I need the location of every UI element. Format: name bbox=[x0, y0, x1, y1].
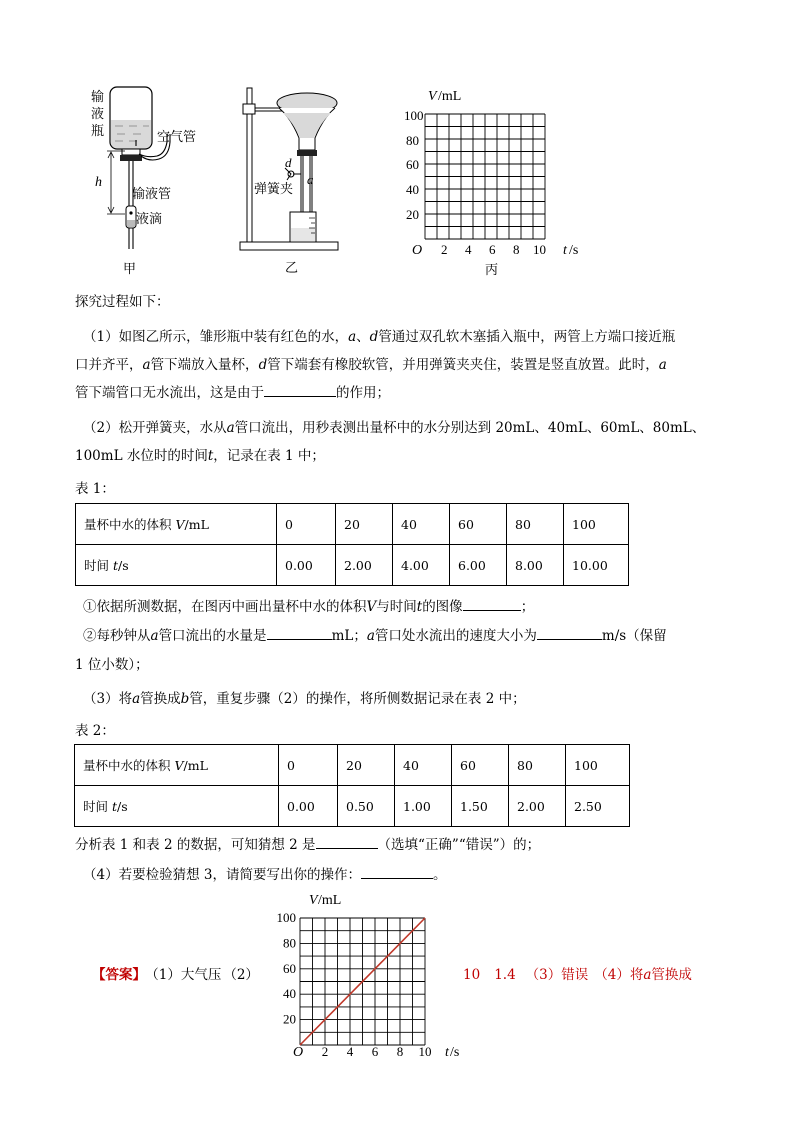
chart-origin: O bbox=[293, 1045, 304, 1060]
table-header-time: 时间 t/s bbox=[76, 545, 277, 586]
y-tick-label: 80 bbox=[283, 935, 296, 951]
label-bottle-3: 瓶 bbox=[91, 123, 105, 138]
table-row bbox=[76, 545, 629, 586]
table-cell: 1.00 bbox=[395, 786, 452, 827]
label-air-tube: 空气管 bbox=[157, 129, 197, 144]
table-cell: 0.00 bbox=[277, 545, 336, 586]
bing-xlabel-t: t bbox=[563, 243, 567, 258]
bing-xtick-4: 4 bbox=[465, 242, 472, 257]
bing-ytick-100: 100 bbox=[404, 108, 424, 123]
chart-xlabel-t: t bbox=[445, 1045, 449, 1060]
caption-jia: 甲 bbox=[123, 261, 137, 276]
bing-ytick-40: 40 bbox=[406, 182, 419, 197]
step3: （3）将a管换成b管，重复步骤（2）的操作，将所侧数据记录在表 2 中； bbox=[83, 691, 526, 707]
table-cell: 60 bbox=[452, 745, 509, 786]
bing-xtick-10: 10 bbox=[533, 242, 546, 257]
table-row bbox=[76, 504, 629, 545]
label-h: h bbox=[95, 175, 102, 190]
bing-origin: O bbox=[412, 243, 423, 258]
table-cell: 80 bbox=[509, 745, 566, 786]
bing-ylabel-v: V bbox=[428, 89, 437, 104]
answer-line-left: 【答案】 （1）大气压 （2） bbox=[92, 967, 259, 983]
chart-ylabel-unit: /mL bbox=[318, 893, 342, 908]
caption-yi: 乙 bbox=[285, 260, 299, 275]
answer-label: 【答案】 bbox=[92, 967, 146, 983]
table-cell: 2.00 bbox=[509, 786, 566, 827]
step2-line1: （2）松开弹簧夹，水从a管口流出，用秒表测出量杯中的水分别达到 20mL、40mL、60mL、80mL、 bbox=[83, 420, 706, 436]
blank-2[interactable] bbox=[463, 598, 521, 611]
x-tick-label: 4 bbox=[346, 1044, 354, 1059]
question-2-line2: 1 位小数）； bbox=[75, 657, 149, 673]
question-1: ①依据所测数据，在图丙中画出量杯中水的体积V与时间t的图像 ； bbox=[83, 599, 535, 615]
table-cell: 60 bbox=[450, 504, 507, 545]
blank-5[interactable] bbox=[316, 836, 378, 849]
table-2 bbox=[74, 744, 630, 827]
table-cell: 80 bbox=[507, 504, 564, 545]
y-tick-label: 40 bbox=[283, 986, 296, 1002]
table-cell: 0.00 bbox=[279, 786, 338, 827]
blank-4[interactable] bbox=[537, 627, 602, 640]
table-header-volume: 量杯中水的体积 V/mL bbox=[76, 504, 277, 545]
table-cell: 2.50 bbox=[566, 786, 630, 827]
bing-ytick-20: 20 bbox=[406, 207, 419, 222]
x-tick-label: 6 bbox=[371, 1044, 379, 1059]
table-cell: 10.00 bbox=[564, 545, 629, 586]
process-title: 探究过程如下： bbox=[75, 294, 170, 310]
table-cell: 2.00 bbox=[336, 545, 393, 586]
table-header-time: 时间 t/s bbox=[75, 786, 279, 827]
label-clamp: 弹簧夹 bbox=[254, 181, 294, 196]
x-tick-label: 2 bbox=[321, 1044, 329, 1059]
y-tick-label: 100 bbox=[277, 910, 296, 925]
label-a: a bbox=[307, 172, 314, 187]
table-cell: 20 bbox=[336, 504, 393, 545]
bing-xtick-2: 2 bbox=[441, 242, 448, 257]
figure-yi bbox=[235, 82, 355, 279]
table2-title: 表 2： bbox=[75, 723, 115, 739]
label-bottle-1: 输 bbox=[91, 89, 105, 104]
step1-line1: （1）如图乙所示，雏形瓶中装有红色的水，a、d管通过双孔软木塞插入瓶中，两管上方端口接近瓶 bbox=[83, 329, 676, 345]
question-2: ②每秒钟从a管口流出的水量是 mL；a管口处水流出的速度大小为 m/s（保留 bbox=[83, 628, 667, 644]
table-header-volume: 量杯中水的体积 V/mL bbox=[75, 745, 279, 786]
table-cell: 0.50 bbox=[338, 786, 395, 827]
table-cell: 40 bbox=[393, 504, 450, 545]
answer-chart bbox=[277, 888, 467, 1060]
step1-line2: 口并齐平，a管下端放入量杯，d管下端套有橡胶软管，并用弹簧夹夹住，装置是竖直放置。此时，a bbox=[75, 357, 667, 373]
y-tick-label: 20 bbox=[283, 1011, 296, 1027]
step4: （4）若要检验猜想 3，请简要写出你的操作： 。 bbox=[83, 867, 447, 883]
figure-jia bbox=[85, 84, 215, 279]
blank-3[interactable] bbox=[267, 627, 332, 640]
answer-line-right: 10 1.4 （3）错误 （4）将a管换成 bbox=[463, 967, 692, 983]
table-cell: 40 bbox=[395, 745, 452, 786]
bing-ytick-80: 80 bbox=[406, 133, 419, 148]
table-row bbox=[75, 745, 630, 786]
chart-xlabel-unit: /s bbox=[450, 1045, 460, 1060]
chart-ylabel-v: V bbox=[309, 893, 318, 908]
table1-title: 表 1： bbox=[75, 481, 115, 497]
table-cell: 8.00 bbox=[507, 545, 564, 586]
label-d: d bbox=[285, 155, 292, 170]
bing-ytick-60: 60 bbox=[406, 157, 419, 172]
blank-6[interactable] bbox=[361, 866, 433, 879]
table-cell: 6.00 bbox=[450, 545, 507, 586]
label-bottle-2: 液 bbox=[91, 106, 105, 121]
y-tick-label: 60 bbox=[283, 960, 296, 976]
bing-ylabel-unit: /mL bbox=[438, 89, 462, 104]
x-tick-label: 8 bbox=[396, 1044, 404, 1059]
blank-1[interactable] bbox=[264, 384, 336, 397]
label-tube: 输液管 bbox=[132, 186, 172, 201]
bing-xtick-6: 6 bbox=[489, 242, 496, 257]
bing-xlabel-unit: /s bbox=[569, 243, 579, 258]
table-1 bbox=[75, 503, 629, 586]
figure-bing bbox=[390, 82, 590, 279]
caption-bing: 丙 bbox=[485, 262, 499, 277]
table-row bbox=[75, 786, 630, 827]
table-cell: 20 bbox=[338, 745, 395, 786]
table-cell: 0 bbox=[279, 745, 338, 786]
bing-xtick-8: 8 bbox=[513, 242, 520, 257]
table-cell: 1.50 bbox=[452, 786, 509, 827]
label-drop: 液滴 bbox=[136, 211, 163, 226]
step2-line2: 100mL 水位时的时间t，记录在表 1 中； bbox=[75, 448, 325, 464]
table-cell: 4.00 bbox=[393, 545, 450, 586]
step1-line3: 管下端管口无水流出，这是由于 的作用； bbox=[75, 385, 390, 401]
x-tick-label: 10 bbox=[418, 1044, 432, 1059]
analysis: 分析表 1 和表 2 的数据，可知猜想 2 是 （选填“正确”“错误”）的； bbox=[75, 837, 541, 853]
table-cell: 100 bbox=[566, 745, 630, 786]
table-cell: 100 bbox=[564, 504, 629, 545]
table-cell: 0 bbox=[277, 504, 336, 545]
